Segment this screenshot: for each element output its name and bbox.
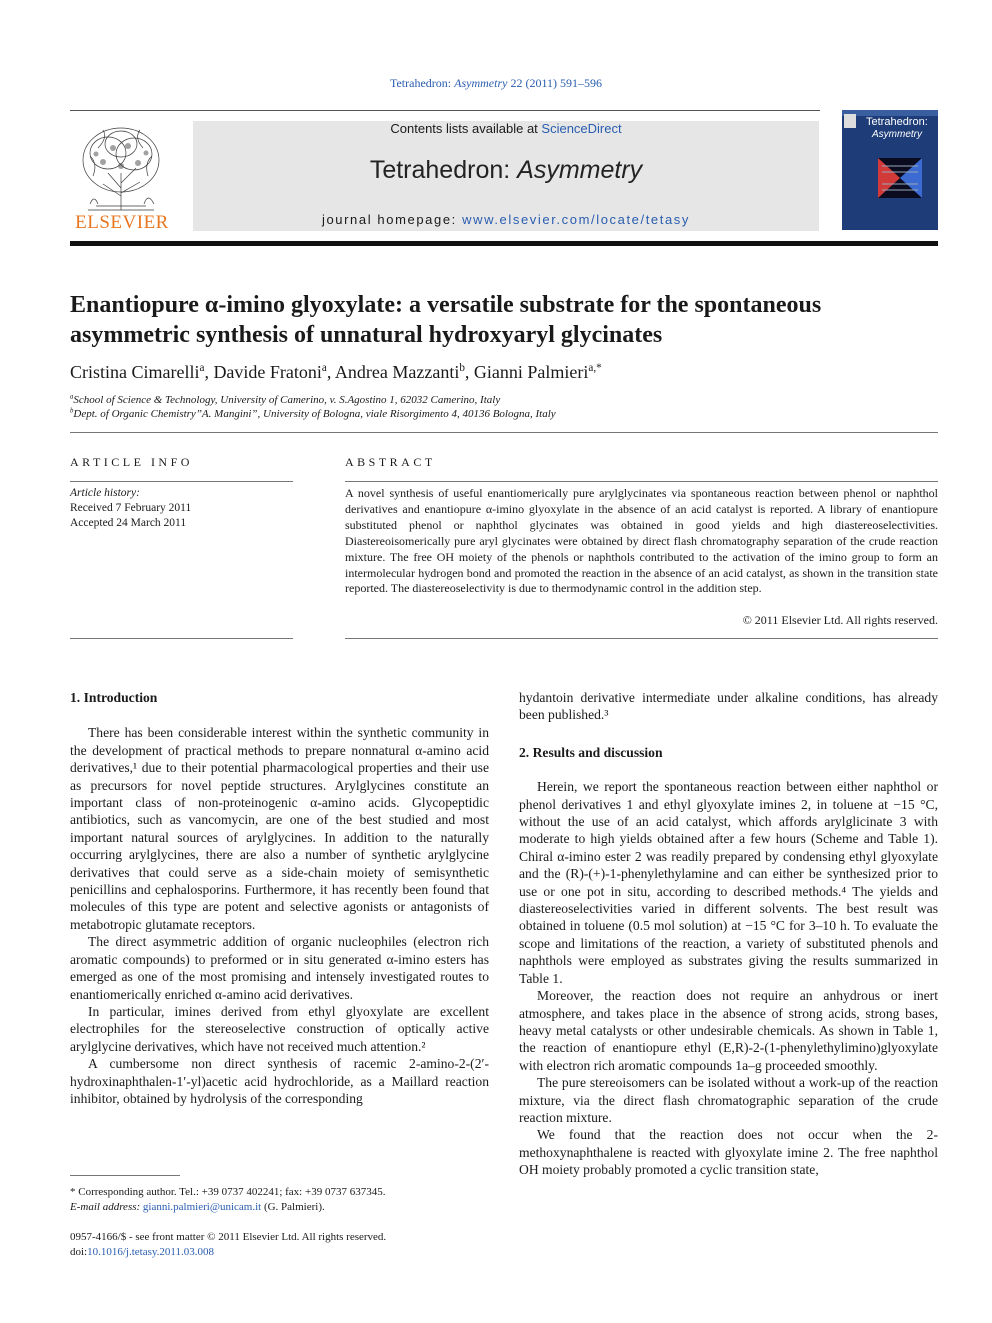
affiliation: $^a$School of Science & Technology, University of Camerino, v. S.Agostino 1, 62032 Camerino, Italy (70, 393, 501, 406)
author-list: Cristina Cimarelli$^a$, Davide Fratoni$^a$, Andrea Mazzanti$^b$, Gianni Palmieri$^{a,*}$ (70, 362, 602, 382)
journal-homepage: journal homepage: www.elsevier.com/locate/tetasy (321, 212, 690, 227)
section-heading: 2. Results and discussion (519, 744, 663, 760)
body-left-column (70, 689, 489, 1107)
affiliation: $^b$Dept. of Organic Chemistry”A. Mangini”, University of Bologna, viale Risorgimento 4, 40136 Bologna, Italy (70, 407, 556, 420)
cover-graphic-icon (878, 158, 922, 198)
paragraph: Moreover, the reaction does not require an anhydrous or inert atmosphere, and takes place in the absence of strong acids, strong bases, heavy metal catalysts or other undesirable chemicals. As shown in Table 1, the reaction of enantiopure ethyl (E,R)-2-(1-phenylethylimino)glyoxylate with electron rich aromatic compounds 1a–g proceeded smoothly. (519, 988, 938, 1073)
abstract-text: A novel synthesis of useful enantiomerically pure arylglycinates via spontaneous reaction between phenol or naphthol derivatives and enantiopure α-imino glyoxylate in the absence of an acid catalyst is reported. A library of enantiopure substituted phenol or naphthol glycinates was obtained in good yields and high diastereoselectivities. Diastereoisomerically pure aryl glycinates were obtained by direct flash chromatography separation of the crude reaction mixture. The free OH moiety of the phenols or naphthols contributed to the activation of the imino group to form an intermolecular hydrogen bond and promoted the reaction in the absence of an acid catalyst, as shown in the transition state reported. The diastereoselectivity is due to thermodynamic control in the addition step. (345, 486, 938, 596)
paragraph: Herein, we report the spontaneous reaction between either naphthol or phenol derivatives 1 and ethyl glyoxylate imines 2, in toluene at −15 °C, without the use of an acid catalyst, which affords arylglicinate 3 with moderate to high yields obtained after a few hours (Scheme and Table 1). Chiral α-imino ester 2 was readily prepared by condensing ethyl glyoxylate and the (R)-(+)-1-phenylethylamine and can either be synthesized prior to use or one pot in situ, according to described methods.⁴ The yields and diastereoselectivities varied in different solvents. The best result was obtained in toluene (0.5 mol solution) at −15 °C for 3–10 h. To evaluate the scope and limitations of the reaction, a variety of substituted phenols and naphthols were employed as substrates giving the results summarized in Table 1. (519, 779, 938, 986)
body-right-column (519, 689, 938, 1179)
paragraph: There has been considerable interest within the synthetic community in the development of practical methods to prepare nonnatural α-amino acid derivatives,¹ due to their potential pharmacological properties and their use as precursors for novel peptide structures. Arylglycines constitute an important class of non-proteinogenic α-amino acids. Glycopeptidic antibiotics, such as vancomycin, are one of the best studied and most important natural sources of arylglycines. In addition to the naturally occurring arylglycines, there are also a number of synthetic arylglycine derivatives that could serve as a side-chain moiety of semisynthetic penicillins and cephalosporins. Furthermore, it has recently been found that molecules of this type are potent and selective agonists or antagonists of metabotropic glutamate receptors. (70, 725, 489, 932)
journal-cover-image (842, 110, 938, 230)
divider (70, 432, 938, 433)
author[interactable]: Andrea Mazzanti$^b$ (334, 362, 465, 382)
header-thick-rule (70, 241, 938, 246)
corresponding-author-footnote: * Corresponding author. Tel.: +39 0737 402241; fax: +39 0737 637345. E-mail address: gianni.palmieri@unicam.it (G. Palmieri). (70, 1186, 386, 1213)
paragraph: hydantoin derivative intermediate under alkaline conditions, has already been published.³ (519, 690, 938, 723)
paragraph: The pure stereoisomers can be isolated without a work-up of the reaction mixture, via the direct flash chromatographic separation of the crude reaction mixture. (519, 1075, 938, 1125)
journal-citation[interactable]: Tetrahedron: Asymmetry 22 (2011) 591–596 (389, 76, 602, 90)
author[interactable]: Gianni Palmieri$^{a,*}$ (473, 362, 602, 382)
divider (345, 638, 938, 639)
paragraph: The direct asymmetric addition of organic nucleophiles (electron rich aromatic compounds) to preformed or in situ generated α-imino esters has emerged as one of the most promising and intensely investigated routes to enantiomerically enriched α-amino acid derivatives. (70, 934, 489, 1002)
author[interactable]: Davide Fratoni$^a$ (213, 362, 327, 382)
paragraph: A cumbersome non direct synthesis of racemic 2-amino-2-(2′-hydroxinaphthalen-1′-yl)acetic acid hydrochloride, as a Maillard reaction inhibitor, obtained by hydrolysis of the corresponding (70, 1056, 489, 1106)
abstract-copyright: © 2011 Elsevier Ltd. All rights reserved. (742, 613, 938, 627)
author[interactable]: Cristina Cimarelli$^a$ (70, 362, 205, 382)
footnote-rule (70, 1175, 180, 1176)
issn-doi: 0957-4166/$ - see front matter © 2011 Elsevier Ltd. All rights reserved. doi:10.1016/j.tetasy.2011.03.008 (70, 1231, 387, 1258)
divider (345, 481, 938, 482)
cover-subtitle: Asymmetry (872, 129, 922, 140)
contents-line: Contents lists available at ScienceDirect (390, 121, 622, 136)
section-heading: 1. Introduction (70, 690, 158, 705)
journal-title: Tetrahedron: Asymmetry (369, 156, 643, 184)
article-title: Enantiopure α-imino glyoxylate: a versatile substrate for the spontaneous asymmetric synthesis of unnatural hydroxyaryl glycinates (70, 292, 822, 348)
homepage-link[interactable]: www.elsevier.com/locate/tetasy (462, 212, 690, 227)
divider (70, 638, 293, 639)
header-rule (70, 110, 820, 111)
article-history: Article history: Received 7 February 2011 Accepted 24 March 2011 (70, 487, 192, 529)
email-link[interactable]: gianni.palmieri@unicam.it (142, 1201, 262, 1213)
sciencedirect-link[interactable]: ScienceDirect (541, 121, 622, 136)
paragraph: In particular, imines derived from ethyl glyoxylate are excellent electrophiles for the stereoselective construction of optically active arylglycine derivatives, which have not received much attention.² (70, 1003, 489, 1054)
article-info-heading: ARTICLE INFO (70, 455, 193, 469)
divider (70, 481, 293, 482)
doi-link[interactable]: 10.1016/j.tetasy.2011.03.008 (87, 1246, 215, 1258)
abstract-heading: ABSTRACT (345, 455, 436, 469)
cover-title: Tetrahedron: (866, 116, 928, 128)
elsevier-wordmark: ELSEVIER (75, 212, 169, 233)
paragraph: We found that the reaction does not occur when the 2-methoxynaphthalene is reacted with glyoxylate imine 2. The free naphthol OH moiety probably promoted a cyclic transition state, (519, 1127, 938, 1178)
